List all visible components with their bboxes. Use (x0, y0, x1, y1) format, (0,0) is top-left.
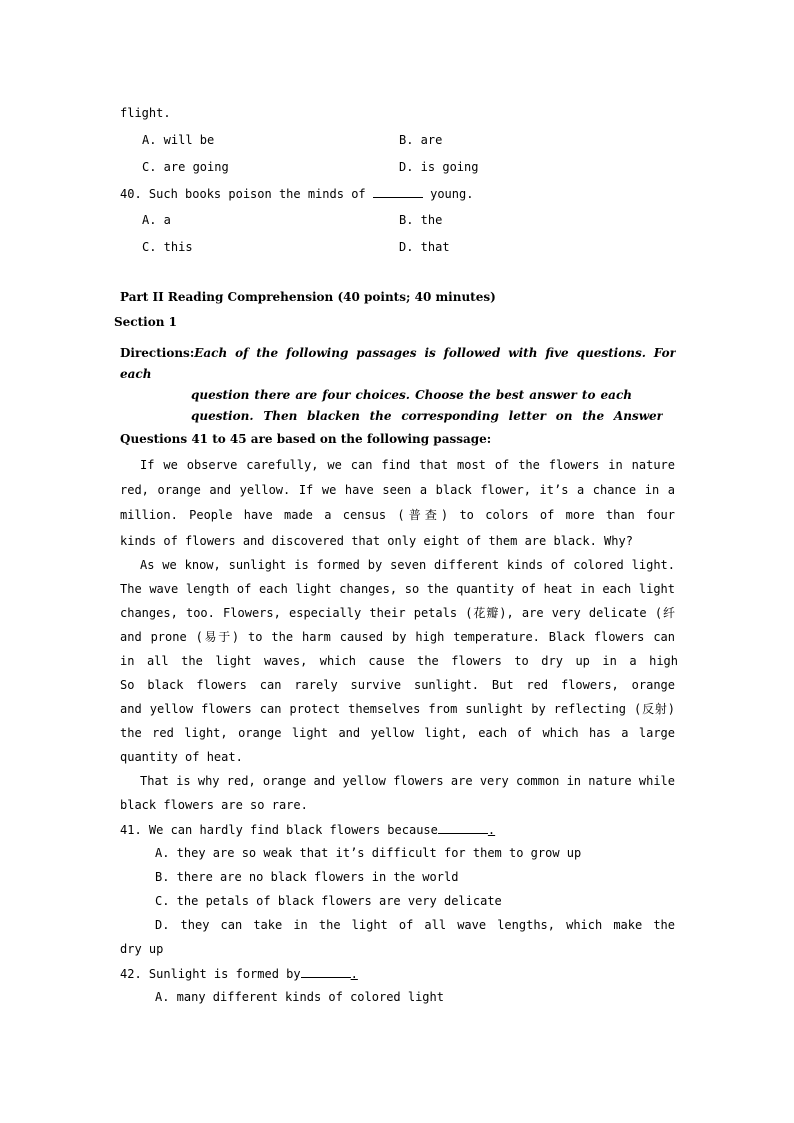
passage-line: quantity of heat. (120, 750, 243, 764)
passage-line: The wave length of each light changes, so the quantity of heat in each light (120, 582, 675, 596)
directions-label: Directions: (120, 346, 195, 360)
q40-stem-post: young. (430, 187, 474, 201)
q40-option-a: A. a (142, 213, 171, 227)
q41-option-d: D. they can take in the light of all wave lengths, which make the (155, 918, 675, 932)
q42-stem (120, 965, 358, 982)
answer-blank (373, 185, 423, 198)
passage-line: and prone (易于) to the harm caused by high temperature. Black flowers can (120, 630, 675, 644)
q42-option-a: A. many different kinds of colored light (155, 990, 444, 1004)
passage-line: million. People have made a census (普查) to colors of more than four (120, 508, 675, 522)
q41-option-d-cont: dry up (120, 942, 164, 956)
q42-stem-text: 42. Sunlight is formed by (120, 967, 301, 981)
passage-line: As we know, sunlight is formed by seven different kinds of colored light. (140, 558, 675, 572)
passage-line: in all the light waves, which cause the flowers to dry up in a high (120, 654, 678, 668)
directions-line-1b: each (120, 367, 152, 381)
passage-intro: Questions 41 to 45 are based on the following passage: (120, 432, 492, 446)
passage-line: black flowers are so rare. (120, 798, 308, 812)
q41-stem-text: 41. We can hardly find black flowers because (120, 823, 438, 837)
q41-stem (120, 821, 495, 838)
passage-line: red, orange and yellow. If we have seen a black flower, it’s a chance in a (120, 483, 675, 497)
q41-option-b: B. there are no black flowers in the world (155, 870, 459, 884)
answer-blank (301, 965, 351, 978)
directions-line-1 (120, 345, 676, 361)
q39-tail: flight. (120, 106, 171, 120)
passage-line: That is why red, orange and yellow flowers are very common in nature while (140, 774, 675, 788)
passage-line: kinds of flowers and discovered that only eight of them are black. Why? (120, 534, 633, 548)
answer-blank-end: . (487, 823, 496, 837)
q40-option-b: B. the (399, 213, 443, 227)
q39-option-c: C. are going (142, 160, 229, 174)
directions-line-2: question there are four choices. Choose the best answer to each (191, 388, 632, 402)
section-heading: Section 1 (114, 315, 177, 329)
passage-line: If we observe carefully, we can find that most of the flowers in nature (140, 458, 675, 472)
directions-line-3: question. Then blacken the corresponding letter on the Answer (191, 409, 663, 423)
part2-heading: Part II Reading Comprehension (40 points; 40 minutes) (120, 290, 496, 304)
q41-option-a: A. they are so weak that it’s difficult for them to grow up (155, 846, 582, 860)
passage-line: the red light, orange light and yellow light, each of which has a large (120, 726, 675, 740)
q40-option-c: C. this (142, 240, 193, 254)
q39-option-a: A. will be (142, 133, 215, 147)
q40-stem (120, 185, 473, 202)
q40-option-d: D. that (399, 240, 450, 254)
directions-text-1: Each of the following passages is followed with five questions. For (194, 346, 676, 360)
q39-option-d: D. is going (399, 160, 479, 174)
passage-line: and yellow flowers can protect themselves from sunlight by reflecting (反射) (120, 702, 675, 716)
q39-option-b: B. are (399, 133, 443, 147)
q41-option-c: C. the petals of black flowers are very delicate (155, 894, 502, 908)
answer-blank-end: . (350, 967, 358, 981)
passage-line: So black flowers can rarely survive sunlight. But red flowers, orange (120, 678, 675, 692)
passage-line: changes, too. Flowers, especially their petals (花瓣), are very delicate (纤 (120, 606, 675, 620)
q40-stem-pre: 40. Such books poison the minds of (120, 187, 366, 201)
answer-blank (438, 821, 488, 834)
